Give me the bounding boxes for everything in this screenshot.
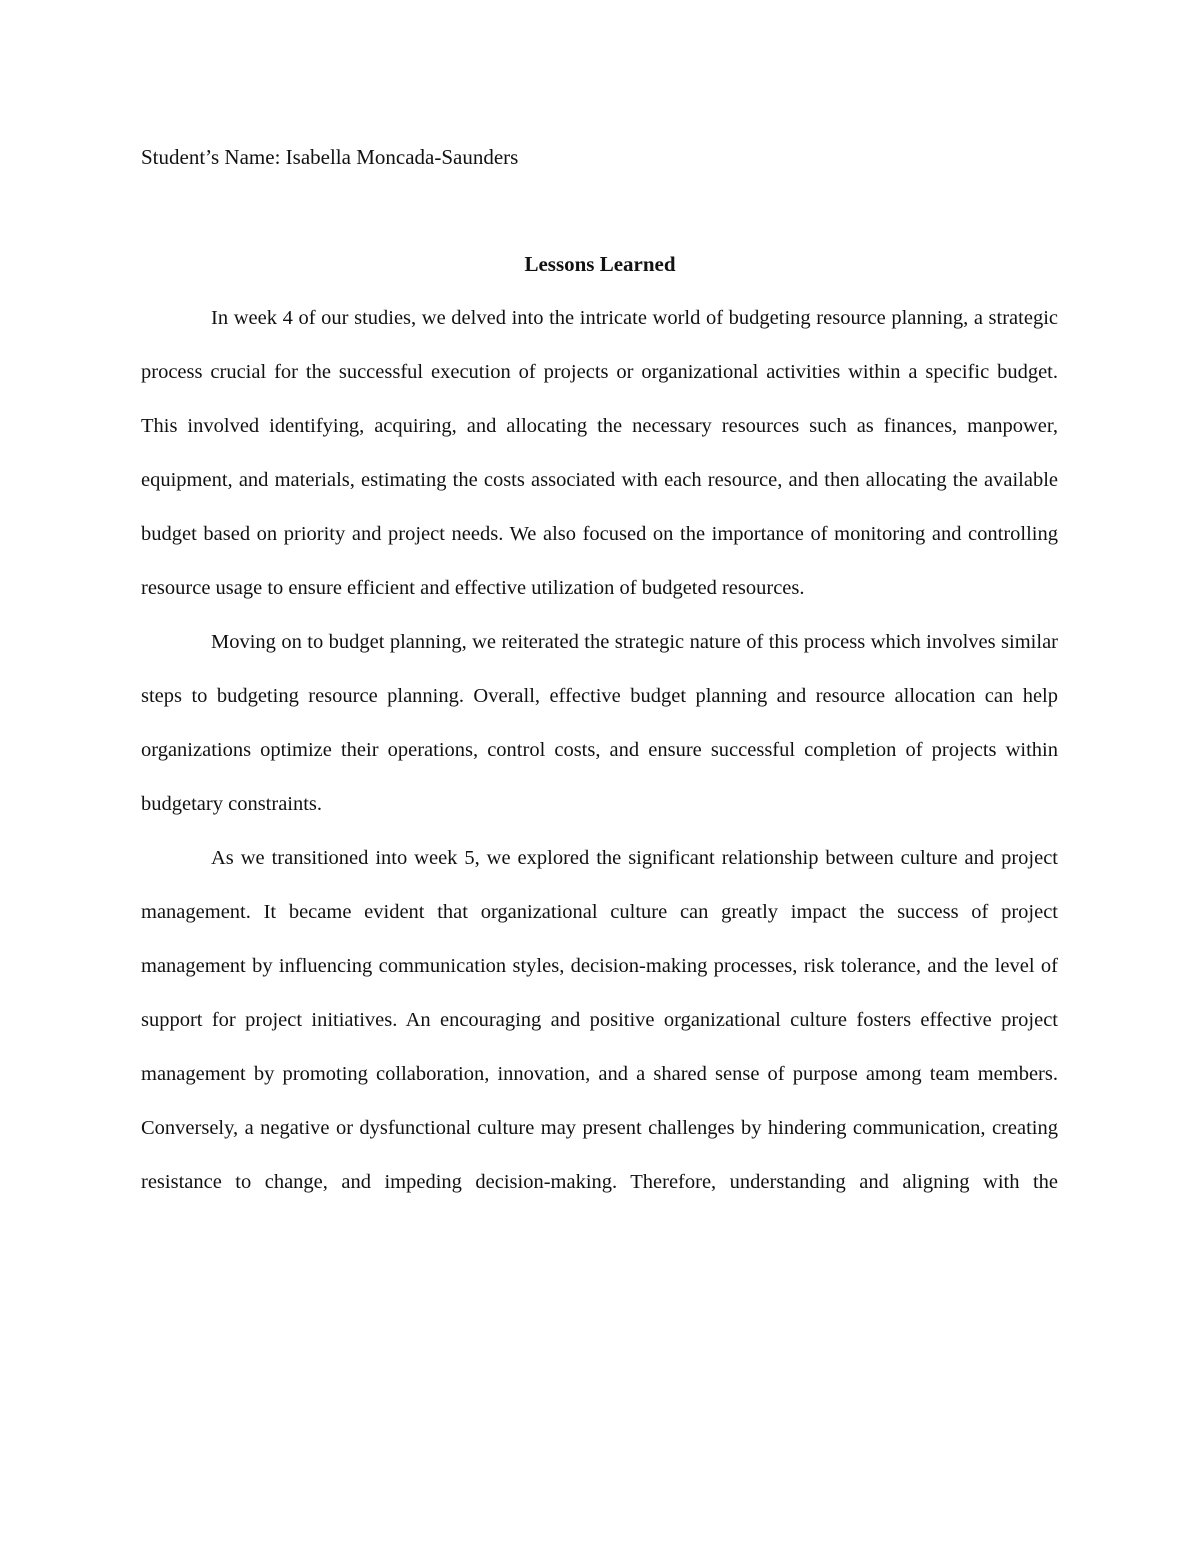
paragraph-week4-resource-planning: In week 4 of our studies, we delved into the intricate world of budgeting resource planning, a strategic process crucial for the successful execution of projects or organizational activities within a specific budget. This involved identifying, acquiring, and allocating the necessary resources such as finances, manpower, equipment, and materials, estimating the costs associated with each resource, and then allocating the available budget based on priority and project needs. We also focused on the importance of monitoring and controlling resource usage to ensure efficient and effective utilization of budgeted resources. xyxy=(141,307,1058,599)
paragraph-budget-planning: Moving on to budget planning, we reiterated the strategic nature of this process which involves similar steps to budgeting resource planning. Overall, effective budget planning and resource allocation can help organizations optimize their operations, control costs, and ensure successful completion of projects within budgetary constraints. xyxy=(141,631,1058,815)
paragraph-week5-culture: As we transitioned into week 5, we explored the significant relationship between culture and project management. It became evident that organizational culture can greatly impact the success of project management by influencing communication styles, decision-making processes, risk tolerance, and the level of support for project initiatives. An encouraging and positive organizational culture fosters effective project management by promoting collaboration, innovation, and a shared sense of purpose among team members. Conversely, a negative or dysfunctional culture may present challenges by hindering communication, creating resistance to change, and impeding decision-making. Therefore, understanding and aligning with the xyxy=(141,847,1058,1193)
student-name-line: Student’s Name: Isabella Moncada-Saunders xyxy=(141,145,519,169)
document-body xyxy=(141,291,1058,1209)
document-title: Lessons Learned xyxy=(524,252,676,276)
